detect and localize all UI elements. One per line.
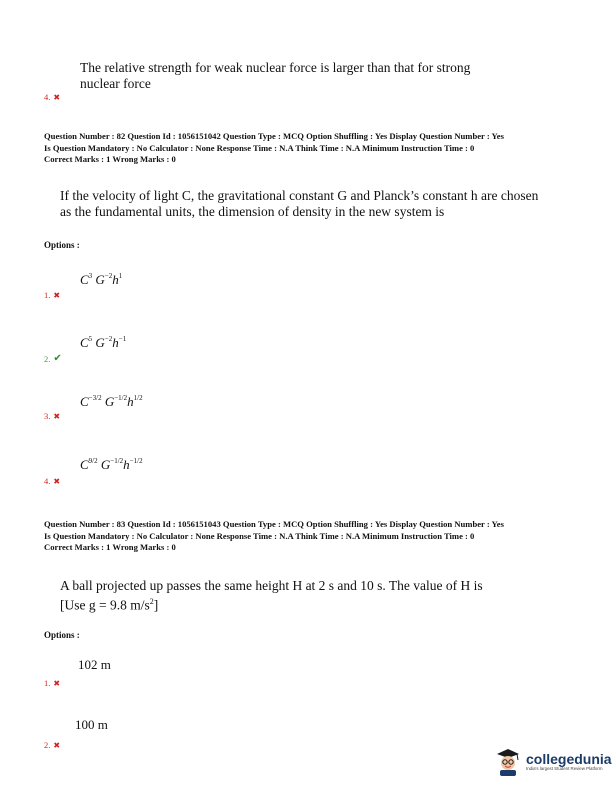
- q83-meta-line1: Question Number : 83 Question Id : 1056151043 Question Type : MCQ Option Shuffling : Yes Display Question Number : Yes: [44, 519, 504, 529]
- cross-icon: ✖: [53, 411, 61, 421]
- q83-meta-line3: Correct Marks : 1 Wrong Marks : 0: [44, 542, 176, 552]
- q81-option-4-line1: The relative strength for weak nuclear force is larger than that for strong: [80, 60, 471, 75]
- q81-option-4-number: 4. ✖: [44, 92, 61, 102]
- cross-icon: ✖: [53, 92, 61, 102]
- logo-name: collegedunia: [526, 750, 612, 767]
- q82-option-1-number: 1. ✖: [44, 290, 61, 300]
- cross-icon: ✖: [53, 476, 61, 486]
- q82-options-label: Options :: [44, 240, 80, 250]
- q82-option-1-expression[interactable]: $C^3$ $G^{-2}h^1$: [80, 272, 123, 287]
- q83-options-label: Options :: [44, 630, 80, 640]
- q82-meta: [44, 131, 504, 166]
- q82-meta-line2: Is Question Mandatory : No Calculator : None Response Time : N.A Think Time : N.A Minimum Instruction Time : 0: [44, 142, 475, 153]
- q82-option-3-number: 3. ✖: [44, 411, 61, 421]
- q81-option-4-text: [80, 60, 470, 92]
- q82-option-2-expression[interactable]: $C^5$ $G^{-2}h^{-1}$: [80, 335, 127, 350]
- q83-question-text: [60, 578, 483, 614]
- collegedunia-logo: [494, 746, 612, 776]
- q83-meta: [44, 519, 504, 554]
- q82-option-4-expression[interactable]: $C^{9/2}$ $G^{-1/2}h^{-1/2}$: [80, 457, 143, 472]
- q82-question-line1: If the velocity of light C, the gravitational constant G and Planck’s constant h are chosen: [60, 188, 539, 203]
- q83-option-2-text[interactable]: 100 m: [75, 717, 108, 732]
- q83-option-2-number: 2. ✖: [44, 740, 61, 750]
- q82-option-2-number: 2. ✔: [44, 353, 62, 364]
- q82-meta-line1: Question Number : 82 Question Id : 1056151042 Question Type : MCQ Option Shuffling : Yes Display Question Number : Yes: [44, 131, 504, 141]
- cross-icon: ✖: [53, 740, 61, 750]
- q83-option-1-text[interactable]: 102 m: [78, 657, 111, 672]
- checkmark-icon: ✔: [53, 353, 62, 364]
- q81-option-4-line2: nuclear force: [80, 76, 151, 91]
- q82-question-text: [60, 188, 538, 220]
- q83-option-1-number: 1. ✖: [44, 678, 61, 688]
- cross-icon: ✖: [53, 290, 61, 300]
- q82-question-line2: as the fundamental units, the dimension of density in the new system is: [60, 204, 445, 219]
- cross-icon: ✖: [53, 678, 61, 688]
- q82-option-4-number: 4. ✖: [44, 476, 61, 486]
- logo-tagline: India's largest Student Review Platform: [526, 765, 603, 771]
- q83-question-line2: [Use g = 9.8 $m/s^2$]: [60, 597, 159, 613]
- q82-option-3-expression[interactable]: $C^{-3/2}$ $G^{-1/2}h^{1/2}$: [80, 394, 143, 409]
- q82-meta-line3: Correct Marks : 1 Wrong Marks : 0: [44, 154, 176, 164]
- q83-question-line1: A ball projected up passes the same height H at 2 s and 10 s. The value of H is: [60, 578, 483, 593]
- q83-meta-line2: Is Question Mandatory : No Calculator : None Response Time : N.A Think Time : N.A Minimum Instruction Time : 0: [44, 530, 475, 541]
- student-mascot-icon: [494, 746, 522, 776]
